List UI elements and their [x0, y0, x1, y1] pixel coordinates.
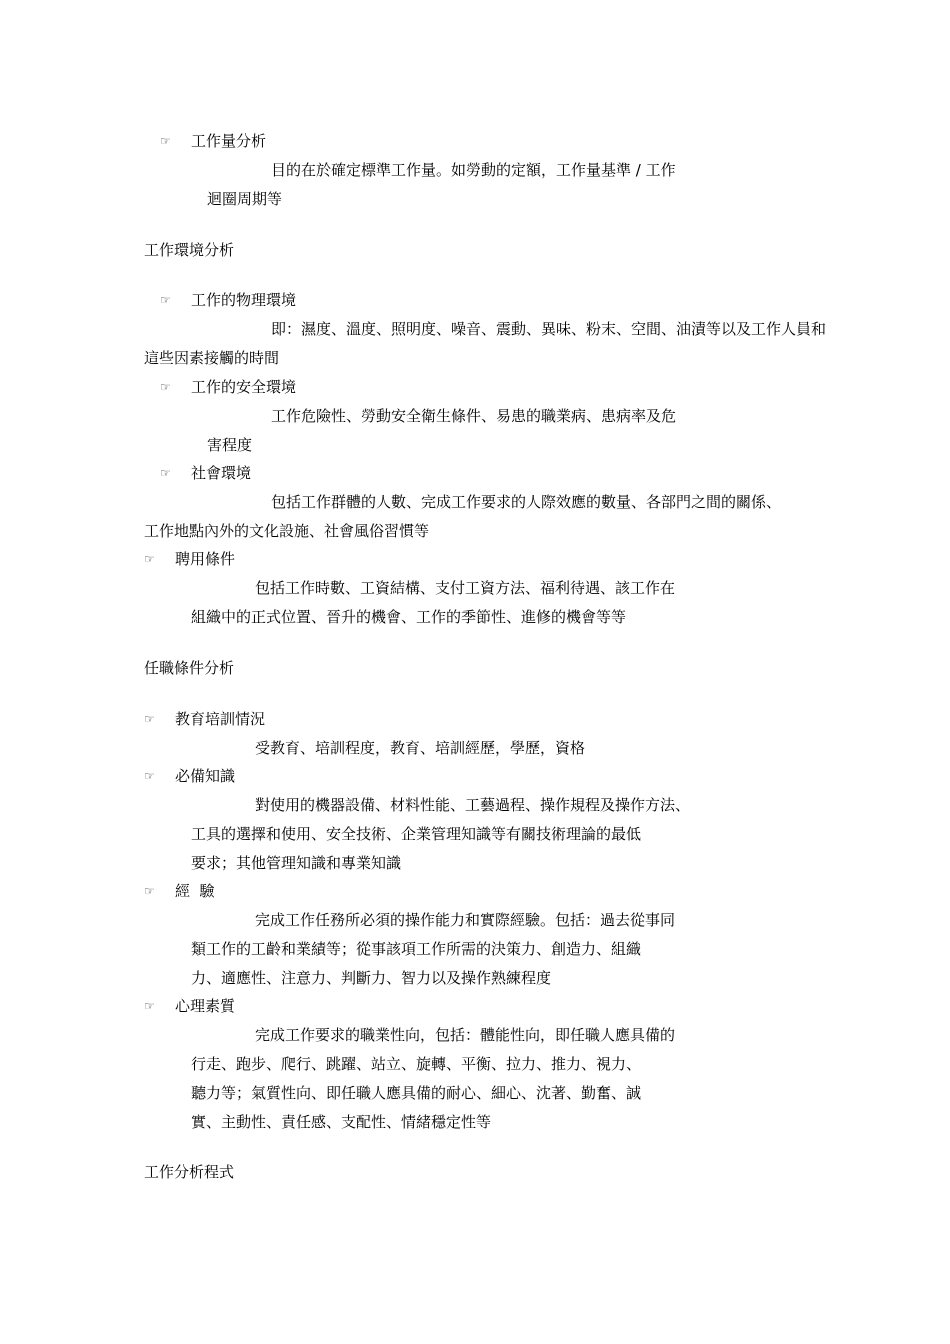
item-desc-psych-2: 行走、跑步、爬行、跳躍、站立、旋轉、平衡、拉力、推力、視力、 — [191, 1055, 642, 1073]
item-desc-employment-1: 包括工作時數、工資結構、支付工資方法、福利待遇、該工作在 — [255, 579, 676, 597]
item-title-physical: 工作的物理環境 — [191, 291, 297, 309]
section-heading-qualifications: 任職條件分析 — [144, 659, 235, 677]
pointing-hand-icon: ☞ — [160, 380, 171, 394]
item-desc-employment-2: 組織中的正式位置、晉升的機會、工作的季節性、進修的機會等等 — [191, 608, 627, 626]
pointing-hand-icon: ☞ — [160, 293, 171, 307]
item-desc-knowledge-2: 工具的選擇和使用、安全技術、企業管理知識等有關技術理論的最低 — [191, 825, 642, 843]
pointing-hand-icon: ☞ — [144, 884, 155, 898]
item-desc-workload-2: 迴圈周期等 — [207, 190, 283, 208]
item-title-knowledge: 必備知識 — [175, 767, 236, 785]
item-title-education: 教育培訓情況 — [175, 710, 266, 728]
item-desc-physical-1: 即：濕度、溫度、照明度、噪音、震動、異味、粉末、空間、油漬等以及工作人員和 — [271, 320, 827, 338]
item-title-employment: 聘用條件 — [175, 550, 236, 568]
pointing-hand-icon: ☞ — [144, 552, 155, 566]
item-title-workload: 工作量分析 — [191, 132, 267, 150]
item-desc-psych-3: 聽力等；氣質性向、即任職人應具備的耐心、細心、沈著、勤奮、誠 — [191, 1084, 642, 1102]
pointing-hand-icon: ☞ — [144, 999, 155, 1013]
item-desc-workload-1: 目的在於確定標準工作量。如勞動的定額，工作量基準 / 工作 — [271, 161, 676, 179]
item-desc-social-1: 包括工作群體的人數、完成工作要求的人際效應的數量、各部門之間的關係、 — [271, 493, 782, 511]
item-title-safety: 工作的安全環境 — [191, 378, 297, 396]
item-desc-safety-1: 工作危險性、勞動安全衛生條件、易患的職業病、患病率及危 — [271, 407, 677, 425]
pointing-hand-icon: ☞ — [160, 466, 171, 480]
item-title-experience: 經 驗 — [175, 882, 215, 900]
item-title-social: 社會環境 — [191, 464, 252, 482]
item-desc-education-1: 受教育、培訓程度，教育、培訓經歷，學歷，資格 — [255, 739, 586, 757]
item-desc-knowledge-1: 對使用的機器設備、材料性能、工藝過程、操作規程及操作方法、 — [255, 796, 691, 814]
pointing-hand-icon: ☞ — [144, 712, 155, 726]
item-desc-social-2: 工作地點內外的文化設施、社會風俗習慣等 — [144, 522, 430, 540]
item-desc-knowledge-3: 要求；其他管理知識和專業知識 — [191, 854, 402, 872]
item-desc-psych-4: 實、主動性、責任感、支配性、情緒穩定性等 — [191, 1113, 492, 1131]
item-desc-physical-2: 這些因素接觸的時間 — [144, 349, 280, 367]
item-desc-safety-2: 害程度 — [207, 436, 253, 454]
section-heading-environment: 工作環境分析 — [144, 241, 235, 259]
pointing-hand-icon: ☞ — [144, 769, 155, 783]
item-title-psych: 心理素質 — [175, 997, 236, 1015]
item-desc-experience-3: 力、適應性、注意力、判斷力、智力以及操作熟練程度 — [191, 969, 552, 987]
section-heading-procedure: 工作分析程式 — [144, 1163, 235, 1181]
pointing-hand-icon: ☞ — [160, 134, 171, 148]
item-desc-experience-1: 完成工作任務所必須的操作能力和實際經驗。包括：過去從事同 — [255, 911, 676, 929]
item-desc-experience-2: 類工作的工齡和業績等；從事該項工作所需的決策力、創造力、組織 — [191, 940, 642, 958]
item-desc-psych-1: 完成工作要求的職業性向，包括：體能性向，即任職人應具備的 — [255, 1026, 676, 1044]
